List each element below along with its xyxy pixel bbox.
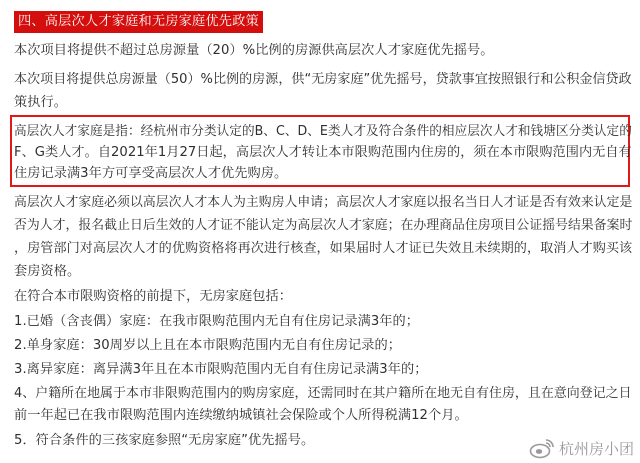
section-heading [14, 10, 263, 32]
list-item: 前一年起已在我市限购范围内连续缴纳城镇社会保险或个人所得税满12个月。 [14, 408, 468, 423]
paragraph-line: F、G类人才。自2021年1月27日起，高层次人才转让本市限购范围内住房的，须在本市限购范围内无自有 [14, 145, 632, 160]
section-heading-text: 四、高层次人才家庭和无房家庭优先政策 [14, 11, 263, 33]
list-item: 4、户籍所在地属于本市非限购范围内的购房家庭，还需同时在其户籍所在地无自有住房，且在意向登记之日 [14, 386, 632, 401]
paragraph-line: 套房资格。 [14, 264, 81, 279]
paragraph-line: 高层次人才家庭是指：经杭州市分类认定的B、C、D、E类人才及符合条件的相应层次人才和钱塘区分类认定的 [14, 124, 632, 139]
paragraph-line: 在符合本市限购资格的前提下，无房家庭包括： [14, 289, 292, 304]
watermark-text: 杭州房小团 [558, 439, 634, 458]
paragraph-line: 策执行。 [14, 95, 67, 110]
paragraph-line: 本次项目将提供总房源量（50）%比例的房源，供“无房家庭”优先摇号，贷款事宜按照银行和公积金信贷政 [14, 72, 632, 87]
watermark [529, 437, 634, 459]
list-item: 5．符合条件的三孩家庭参照“无房家庭”优先摇号。 [14, 433, 315, 448]
paragraph-line: 住房记录满3年方可享受高层次人才优先购房。 [14, 166, 288, 181]
list-item: 1.已婚（含丧偶）家庭：在我市限购范围内无自有住房记录满3年的； [14, 314, 420, 329]
paragraph-line: ，房管部门对高层次人才的优购资格将再次进行核查，如果届时人才证已失效且未续期的，取消人才购买该 [14, 241, 633, 256]
list-item: 2.单身家庭：30周岁以上且在本市限购范围内无自有住房记录的； [14, 338, 401, 353]
weibo-icon [529, 437, 555, 459]
paragraph-line: 高层次人才家庭必须以高层次人才本人为主购房人申请；高层次人才家庭以报名当日人才证是否有效来认定是 [14, 195, 633, 210]
paragraph-line: 否为人才，报名截止日后生效的人才证不能认定为高层次人才家庭；在办理商品住房项目公证摇号结果备案时 [14, 218, 633, 233]
list-item: 3.离异家庭：离异满3年且在本市限购范围内无自有住房记录满3年的； [14, 362, 428, 377]
paragraph-line: 本次项目将提供不超过总房源量（20）%比例的房源供高层次人才家庭优先摇号。 [14, 43, 494, 58]
